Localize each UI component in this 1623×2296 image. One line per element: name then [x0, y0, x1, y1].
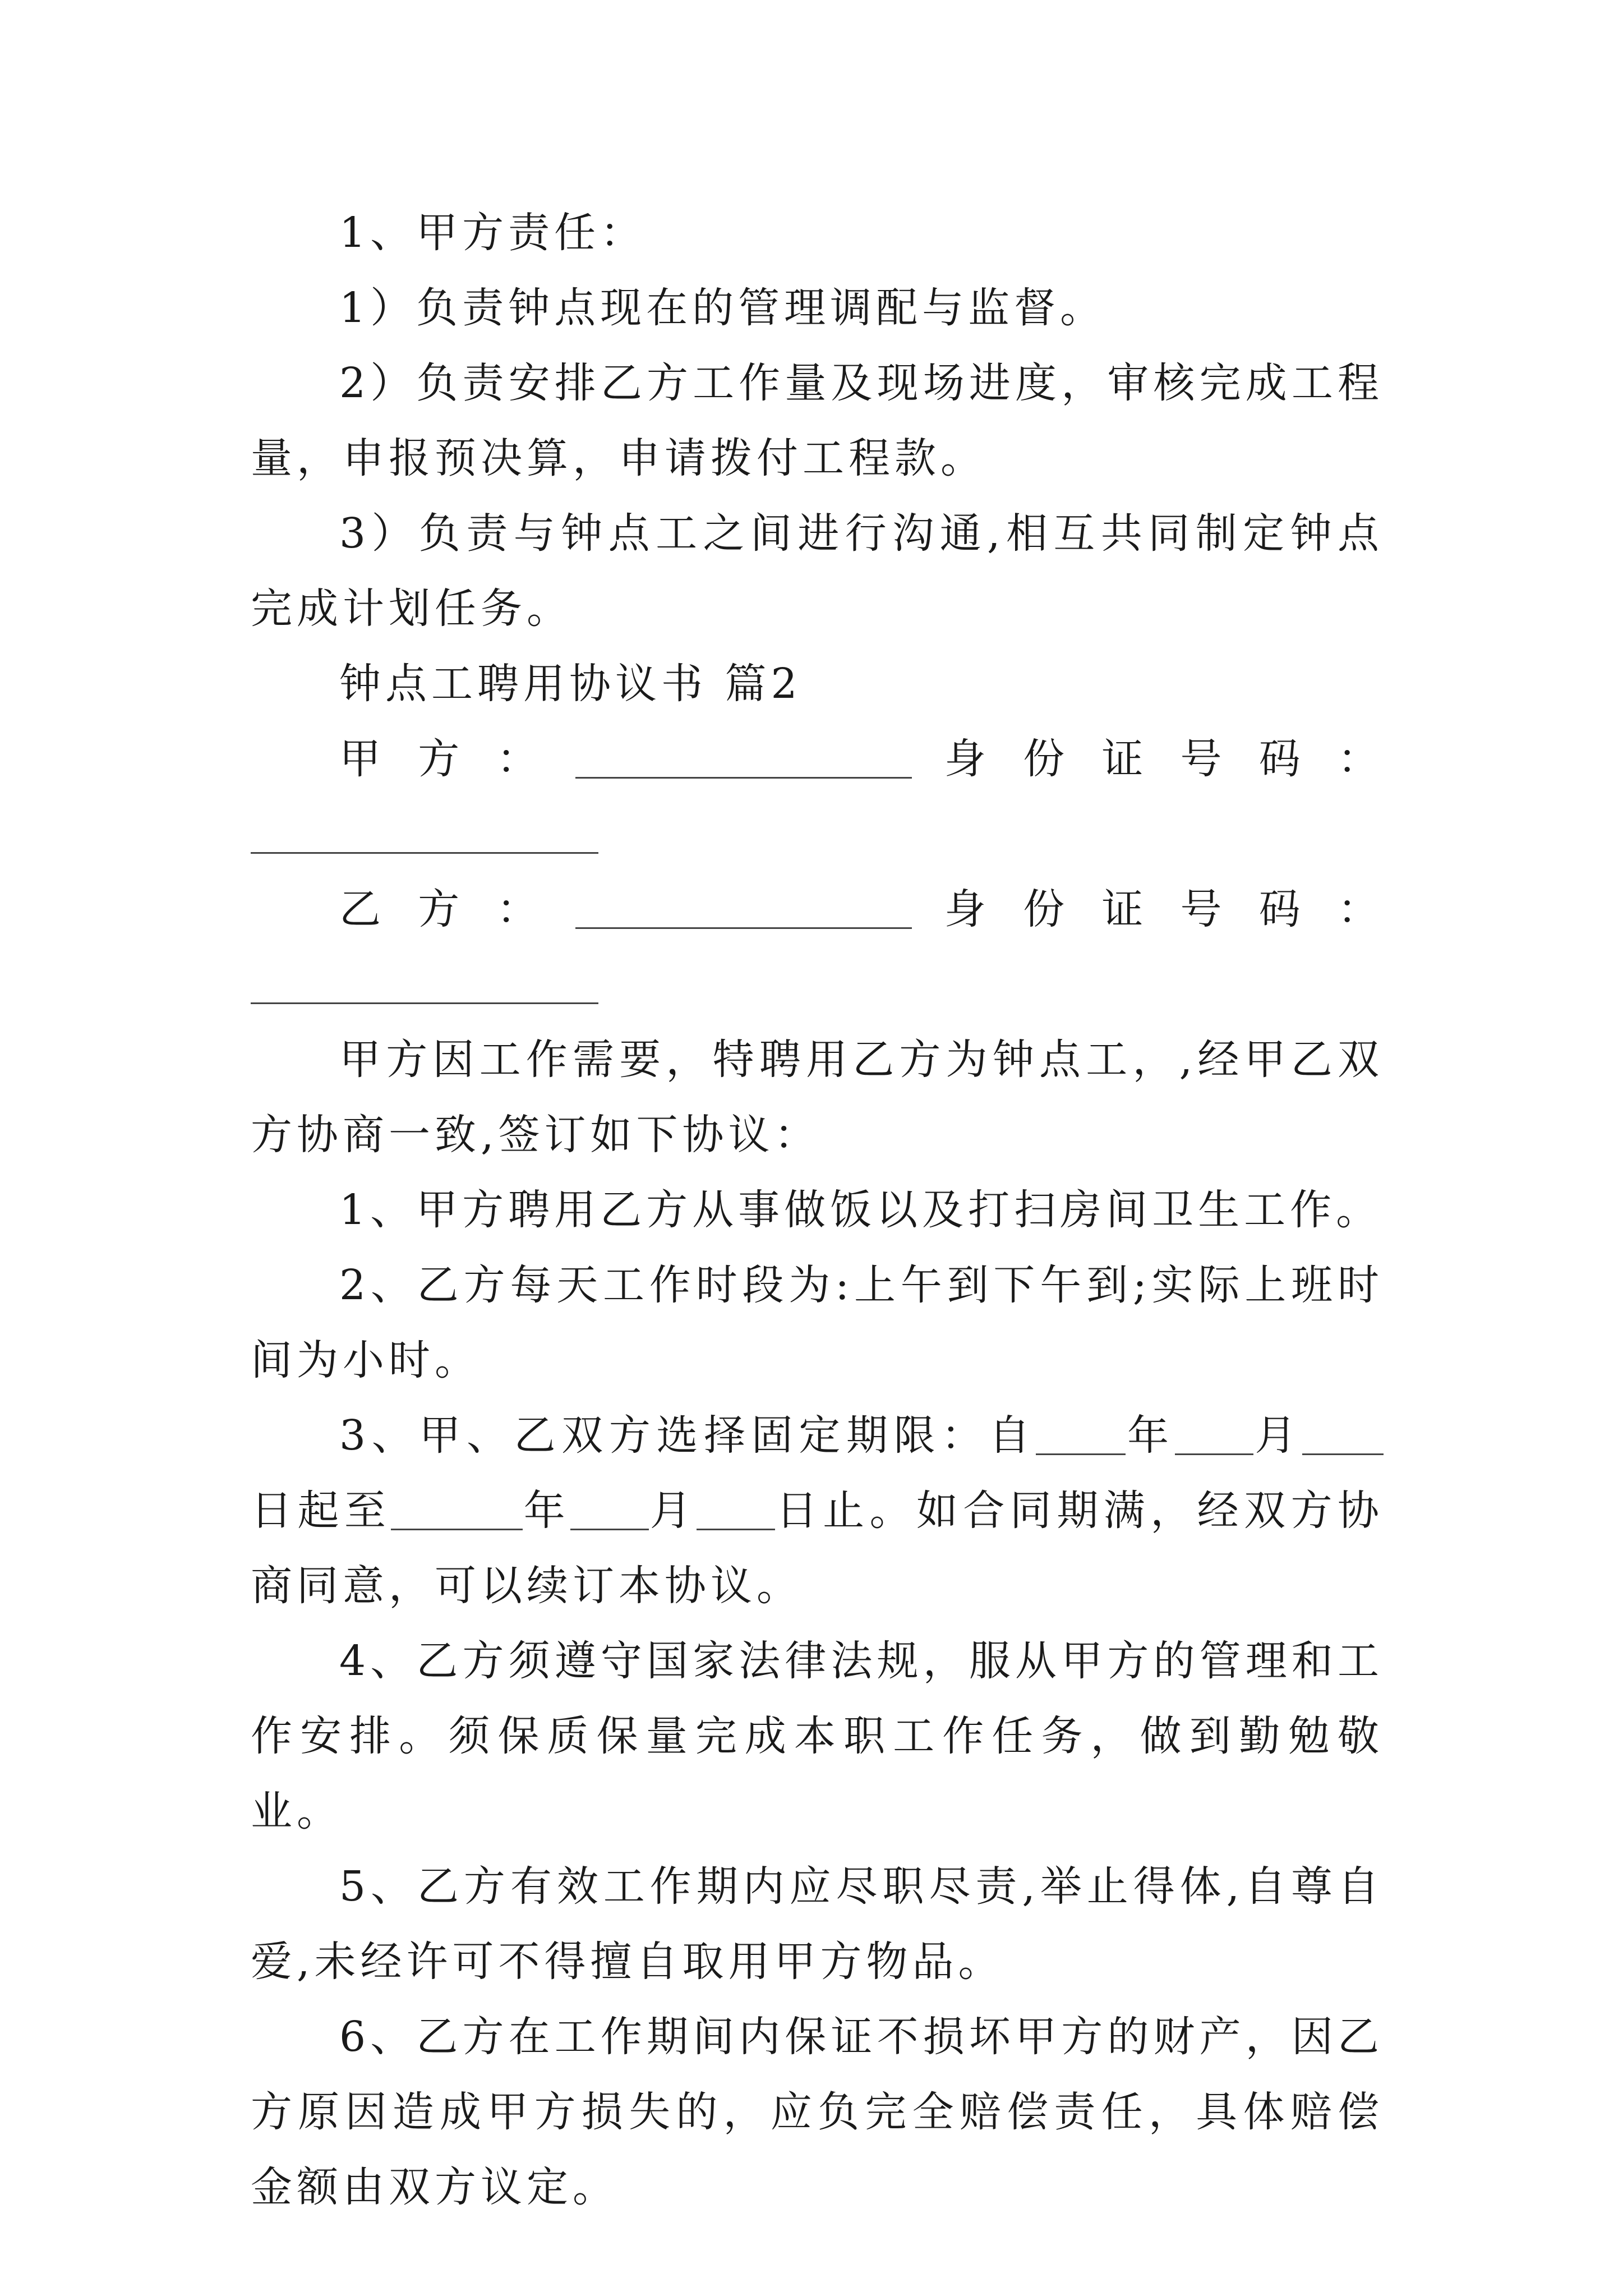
- party-a-id-label: 身份证号码：: [911, 735, 1384, 783]
- party-b-line: [251, 872, 1384, 1022]
- clause-4: 4、乙方须遵守国家法律法规，服从甲方的管理和工作安排。须保质保量完成本职工作任务，做到勤勉敬业。: [251, 1637, 1384, 1835]
- paragraph-duty-1: 1）负责钟点现在的管理调配与监督。: [339, 284, 1106, 332]
- clause-3-end: 日止。如合同期满，经双方协商同意，可以续订本协议。: [251, 1487, 1384, 1610]
- end-day-blank: [697, 1487, 775, 1530]
- clause-5: 5、乙方有效工作期内应尽职尽责,举止得体,自尊自爱,未经许可不得擅自取用甲方物品。: [251, 1862, 1384, 1986]
- end-month-label: 月: [649, 1487, 697, 1535]
- clause-2: 2、乙方每天工作时段为:上午到下午到;实际上班时间为小时。: [251, 1261, 1384, 1384]
- party-b-id-blank: [251, 961, 598, 1004]
- end-year-label: 年: [523, 1487, 571, 1535]
- paragraph-duty-3: 3）负责与钟点工之间进行沟通,相互共同制定钟点完成计划任务。: [251, 509, 1384, 633]
- party-b-label: 乙方：: [339, 885, 575, 933]
- clause-3: [251, 1398, 1384, 1623]
- end-year-blank: [391, 1487, 523, 1530]
- end-month-blank: [570, 1487, 649, 1530]
- start-month-blank: [1175, 1412, 1253, 1455]
- start-month-label: 月: [1253, 1411, 1303, 1460]
- paragraph-party-a-duties-heading: 1、甲方责任：: [339, 209, 647, 257]
- start-year-blank: [1036, 1412, 1126, 1455]
- paragraph-duty-2: 2）负责安排乙方工作量及现场进度，审核完成工程量，申报预决算，申请拨付工程款。: [251, 359, 1384, 482]
- section-title: 钟点工聘用协议书 篇2: [339, 660, 802, 708]
- start-day-label: 日起至: [251, 1487, 391, 1535]
- party-a-id-blank: [251, 811, 598, 854]
- clause-3-start: 3、甲、乙双方选择固定期限：自: [339, 1411, 1036, 1460]
- start-day-blank: [1302, 1412, 1384, 1455]
- clause-6: 6、乙方在工作期间内保证不损坏甲方的财产，因乙方原因造成甲方损失的，应负完全赔偿责任，具体赔偿金额由双方议定。: [251, 2013, 1384, 2211]
- paragraph-intro: 甲方因工作需要，特聘用乙方为钟点工，,经甲乙双方协商一致,签订如下协议：: [251, 1036, 1384, 1159]
- document-body: [251, 195, 1384, 2225]
- party-b-name-blank: [575, 886, 912, 929]
- party-a-name-blank: [575, 735, 912, 779]
- party-a-line: [251, 721, 1384, 872]
- party-a-label: 甲方：: [339, 735, 575, 783]
- party-b-id-label: 身份证号码：: [911, 885, 1384, 933]
- clause-1: 1、甲方聘用乙方从事做饭以及打扫房间卫生工作。: [339, 1186, 1382, 1234]
- start-year-label: 年: [1126, 1411, 1175, 1460]
